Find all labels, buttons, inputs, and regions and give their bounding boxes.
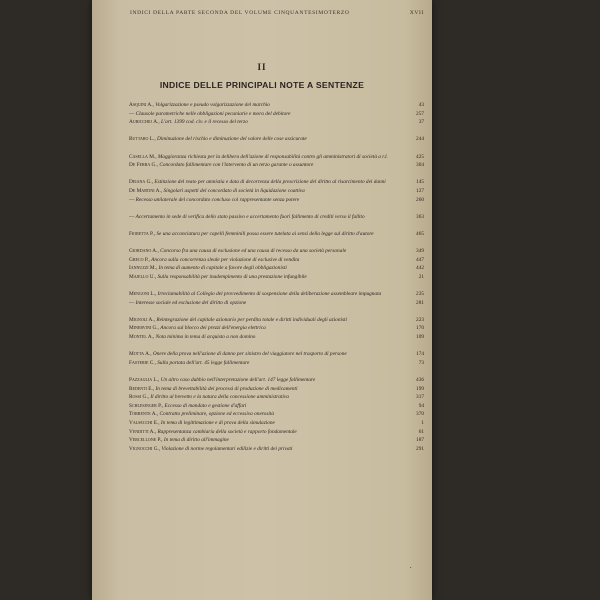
index-entry	[129, 273, 424, 282]
index-entry	[129, 264, 424, 273]
index-entry	[129, 170, 424, 187]
entry-author: Schlesinger P.,	[129, 402, 164, 409]
entry-author: Auricchio A.,	[129, 119, 160, 126]
entry-page-number: 281	[416, 299, 424, 306]
index-entry	[129, 204, 424, 221]
entry-page-number: 235	[416, 291, 424, 298]
section-number: II	[257, 62, 267, 72]
entry-title: Sulla responsabilità per inadempimento di una prestazione infungibile	[157, 273, 307, 280]
entry-author: Mengoni L.,	[129, 291, 157, 298]
entry-author: Minervini G.,	[129, 325, 159, 332]
index-entry	[129, 307, 424, 324]
entry-title: Singolari aspetti del concordato di società in liquidazione coattiva	[163, 187, 305, 194]
entry-page-number: 244	[416, 136, 424, 143]
entry-page-number: 317	[416, 394, 424, 401]
entry-page-number: 436	[416, 377, 424, 383]
entry-title: Nota minima in tema di acquisto a non domino	[155, 334, 256, 341]
entry-page-number: 187	[416, 437, 424, 444]
entry-title: Onere della prova nell'azione di danno per sinistro del viaggiatore nel trasporto di persone	[152, 351, 347, 358]
entry-author: De Martini A.,	[129, 187, 163, 194]
entry-title: Violazione di norme regolamentari edilizie e diritti dei privati	[161, 445, 293, 452]
entry-author: Giordano A.,	[129, 248, 159, 255]
entry-author: Torrente A.,	[129, 411, 159, 418]
entry-author: Vercellone P.,	[129, 437, 163, 444]
index-entry	[129, 281, 424, 298]
entry-page-number: 223	[416, 316, 424, 323]
entry-author: Rossi G.,	[129, 394, 150, 401]
entry-author: —	[129, 110, 135, 117]
entry-author: Iannuzzi M.,	[129, 265, 158, 272]
entry-text	[129, 410, 408, 419]
entry-author: —	[129, 299, 135, 306]
entry-author: Majello U.,	[129, 273, 157, 280]
running-head	[130, 10, 424, 16]
entry-title: L'art. 1399 cod. civ. e il recesso del terzo	[161, 119, 248, 126]
entry-page-number: 291	[416, 445, 424, 452]
entry-page-number: 43	[418, 102, 424, 108]
entries-list	[129, 101, 424, 453]
entry-title: Volgarizzazione e pseudo volgarizzazione del marchio	[155, 102, 270, 108]
entry-text	[129, 333, 408, 342]
entry-page-number: 442	[416, 265, 424, 272]
index-entry	[129, 445, 424, 454]
entry-page-number: 21	[418, 273, 424, 280]
entry-text	[129, 324, 408, 333]
entry-title: Rappresentanza cambiaria della società e rapporto fondamentale	[157, 428, 297, 435]
index-entry	[129, 187, 424, 196]
index-entry	[129, 385, 424, 394]
entry-page-number: 257	[416, 110, 424, 117]
entry-page-number: 447	[416, 256, 424, 263]
entry-author: Motta A.,	[129, 351, 152, 358]
entry-text	[129, 290, 408, 299]
entry-author: Deiana G.,	[129, 179, 154, 186]
entry-page-number: 174	[416, 351, 424, 358]
entry-author: Montel A.,	[129, 334, 155, 341]
entry-text	[129, 196, 408, 205]
index-entry	[129, 299, 424, 308]
entry-page-number: 260	[416, 196, 424, 203]
entry-title: Contratto preliminare, opzione ed eccessiva onerosità	[159, 411, 274, 418]
entry-text	[129, 402, 408, 411]
entry-title: Eccesso di mandato e gestione d'affari	[164, 402, 247, 409]
index-entry	[129, 359, 424, 368]
entry-page-number: 170	[416, 325, 424, 332]
entry-page-number: 349	[416, 248, 424, 255]
entry-text	[129, 230, 408, 239]
entry-text	[129, 264, 408, 273]
entry-author: Fasterie C.,	[129, 359, 156, 366]
entry-author: —	[129, 213, 135, 220]
entry-author: Fioretta P.,	[129, 230, 156, 237]
entry-author: Greco P.,	[129, 256, 150, 263]
entry-author: Pazzaglia L.,	[129, 377, 160, 383]
index-entry	[129, 402, 424, 411]
index-entry	[129, 127, 424, 144]
entry-text	[129, 213, 408, 222]
index-entry	[129, 256, 424, 265]
index-entry	[129, 436, 424, 445]
entry-title: Se una acconciatura per capelli femminili possa essere tutelata ai sensi della legge sul diritto d'autore	[156, 230, 374, 237]
entry-text	[129, 178, 408, 187]
index-entry	[129, 367, 424, 384]
index-entry	[129, 221, 424, 238]
running-head-page-numeral: XVII	[409, 10, 424, 16]
entry-page-number: 1	[421, 419, 424, 426]
entry-title: In tema di diritto all'immagine	[163, 437, 229, 444]
index-entry	[129, 410, 424, 419]
running-head-text: INDICI DELLA PARTE SECONDA DEL VOLUME CINQUANTESIMOTERZO	[130, 10, 350, 16]
entry-text	[129, 436, 408, 445]
entry-author: Redenti E.,	[129, 385, 155, 392]
entry-title: Diminuzione del rischio e diminuzione del valore delle cose assicurate	[156, 136, 307, 143]
entry-page-number: 370	[416, 411, 424, 418]
entry-title: Sulla portata dell'art. 45 legge fallimentare	[157, 359, 250, 366]
index-entry	[129, 324, 424, 333]
entry-text	[129, 187, 408, 196]
entry-text	[129, 135, 408, 144]
index-entry	[129, 110, 424, 119]
entry-page-number: 127	[416, 187, 424, 194]
entry-text	[129, 445, 408, 454]
entry-title: In tema di aumento di capitale a favore degli obbligazionisti	[158, 265, 287, 272]
entry-title: Estinzione del reato per amnistia e data di decorrenza della prescrizione del diritto al risarcimento dei danni	[154, 179, 386, 186]
entry-title: In tema di brevettabilità dei processi di produzione di medicamenti	[155, 385, 298, 392]
entry-text	[129, 419, 408, 428]
entry-title: Reintegrazione del capitale azionario per perdita totale e diritti individuali degli azionisti	[156, 316, 347, 323]
index-entry	[129, 118, 424, 127]
entry-title: Interesse sociale ed esclusione del diritto di opzione	[135, 299, 247, 306]
index-entry	[129, 333, 424, 342]
entry-title: Clausole parametriche nelle obbligazioni pecuniarie e mora del debitore	[135, 110, 291, 117]
entry-page-number: 304	[416, 162, 424, 169]
entry-title: Accertamento in sede di verifica dello stato passivo e accertamento fuori fallimento di crediti verso il fallito	[135, 213, 365, 220]
entry-title: Maggioranza richiesta per la delibera dell'azione di responsabilità contro gli amministratori di società a r.l.	[157, 153, 388, 160]
entry-text	[129, 376, 408, 385]
entry-text	[129, 247, 408, 256]
entry-page-number: 109	[416, 334, 424, 341]
entry-text	[129, 359, 408, 368]
index-entry	[129, 101, 424, 110]
entry-text	[129, 316, 408, 325]
entry-author: De Ferra G.,	[129, 162, 159, 169]
index-entry	[129, 196, 424, 205]
entry-title: Irreclamabilità al Collegio del provvedimento di sospensione della deliberazione assembleare impugnata	[157, 291, 382, 298]
entry-title: Concorso fra una causa di esclusione ed una causa di recesso da una società personale	[160, 248, 347, 255]
book-page	[92, 0, 432, 600]
entry-text	[129, 428, 408, 437]
entry-text	[129, 385, 408, 394]
entry-author: —	[129, 196, 135, 203]
entry-text	[129, 273, 408, 282]
entry-page-number: 73	[418, 359, 424, 366]
entry-title: Un altro caso dubbio nell'interpretazione dell'art. 147 legge fallimentare	[160, 377, 316, 383]
entry-title: Ancora sulla concorrenza sleale per violazione di esclusive di vendita	[151, 256, 300, 263]
entry-page-number: 363	[416, 213, 424, 220]
entry-title: In tema di legittimazione e di prova della simulazione	[160, 419, 275, 426]
entry-author: Venditti A.,	[129, 428, 157, 435]
entry-text	[129, 161, 408, 170]
folio-mark: •	[410, 565, 412, 570]
entry-author: Valsecchi E.,	[129, 419, 160, 426]
index-title: INDICE DELLE PRINCIPALI NOTE A SENTENZE	[159, 80, 365, 90]
index-entry	[129, 393, 424, 402]
entry-text	[129, 153, 408, 162]
entry-page-number: 425	[416, 153, 424, 160]
entry-title: Recesso unilaterale del concordato concluso col rappresentante senza potere	[135, 196, 300, 203]
entry-author: Buttaro L.,	[129, 136, 156, 143]
entry-page-number: 465	[416, 230, 424, 237]
index-entry	[129, 342, 424, 359]
entry-page-number: 145	[416, 179, 424, 186]
entry-author: Mignoli A.,	[129, 316, 155, 323]
index-entry	[129, 161, 424, 170]
entry-text	[129, 256, 408, 265]
entry-title: Concordato fallimentare con l'intervento di un terzo garante o assuntore	[159, 162, 314, 169]
index-entry	[129, 428, 424, 437]
entry-text	[129, 101, 408, 110]
entry-author: Vignocchi G.,	[129, 445, 161, 452]
entry-author: Casella M.,	[129, 153, 157, 160]
entry-text	[129, 393, 408, 402]
entry-text	[129, 118, 408, 127]
index-entry	[129, 144, 424, 161]
entry-title: Il diritto al brevetto e la natura della concessione amministrativa	[150, 394, 289, 401]
entry-title: Ancora sul blocco dei prezzi dell'energia elettrica	[160, 325, 266, 332]
entry-text	[129, 299, 408, 308]
entry-page-number: 94	[418, 402, 424, 409]
entry-page-number: 37	[418, 119, 424, 126]
entry-text	[129, 350, 408, 359]
entry-author: Asquini A.,	[129, 102, 154, 108]
entry-page-number: 61	[418, 428, 424, 435]
entry-text	[129, 110, 408, 119]
entry-page-number: 199	[416, 385, 424, 392]
index-entry	[129, 419, 424, 428]
index-entry	[129, 239, 424, 256]
